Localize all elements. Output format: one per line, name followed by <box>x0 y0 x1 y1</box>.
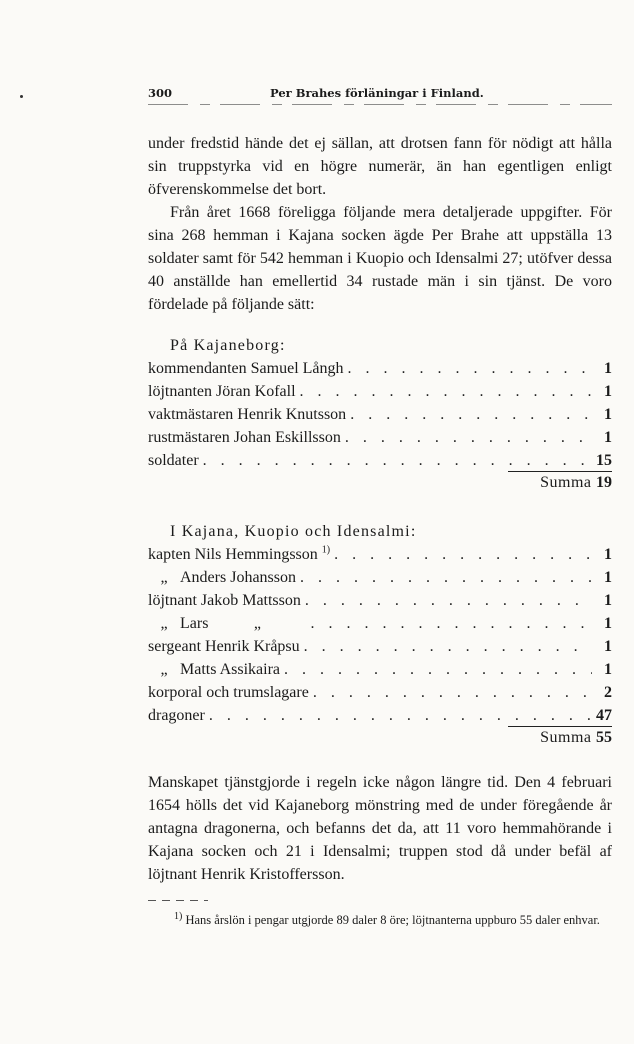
roster-name-text: Anders Johansson <box>180 569 296 586</box>
leader-dots <box>350 403 592 426</box>
leader-dots <box>305 589 592 612</box>
leader-dots <box>348 357 592 380</box>
running-title: Per Brahes förläningar i Finland. <box>270 86 484 100</box>
sum-value: 19 <box>596 474 612 491</box>
roster-row <box>148 357 612 380</box>
sum-kajana-kuopio-idensalmi <box>148 727 612 749</box>
ditto-mark: „ <box>160 615 168 632</box>
roster-name <box>148 543 330 566</box>
roster-row <box>148 612 612 635</box>
roster-row <box>148 403 612 426</box>
roster-row <box>148 426 612 449</box>
footnote <box>148 911 612 929</box>
roster-count: 1 <box>604 638 612 655</box>
roster-count: 1 <box>604 383 612 400</box>
section-heading-kajana-kuopio-idensalmi: I Kajana, Kuopio och Idensalmi: <box>170 523 417 540</box>
roster-row <box>148 704 612 727</box>
roster-count: 47 <box>596 707 612 724</box>
intro-paragraph-2 <box>148 201 612 316</box>
closing-paragraph <box>148 771 612 886</box>
section-heading-kajaneborg: På Kajaneborg: <box>170 337 286 354</box>
roster-count: 1 <box>604 569 612 586</box>
leader-dots <box>304 635 592 658</box>
roster-name <box>148 612 306 635</box>
roster-row <box>148 681 612 704</box>
leader-dots <box>203 449 592 472</box>
running-header <box>148 86 612 106</box>
intro-paragraph-1 <box>148 132 612 201</box>
ditto-mark: „ <box>160 661 168 678</box>
leader-dots <box>284 658 592 681</box>
roster-name-text: Lars <box>180 615 209 632</box>
roster-kajana-kuopio-idensalmi <box>148 543 612 727</box>
leader-dots <box>209 704 592 727</box>
intro-text-1: under fredstid hände det ej sällan, att drotsen fann för nödigt att hålla sin truppstyrka vid en högre numerär, än han egentligen enligt öfverenskommelse det bort. <box>148 135 612 198</box>
leader-dots <box>313 681 592 704</box>
roster-name: kommendanten Samuel Långh <box>148 360 344 377</box>
sum-label: Summa <box>540 729 592 746</box>
roster-count: 1 <box>604 592 612 609</box>
roster-row <box>148 380 612 403</box>
intro-text-2: Från året 1668 föreligga följande mera detaljerade uppgifter. För sina 268 hemman i Kajana socken ägde Per Brahe att uppställa 13 soldater samt för 542 hemman i Kuopio och Idensalmi 27; utöfver dessa 40 anställde han emellertid 34 rustade män i sin tjänst. De voro fördelade på följande sätt: <box>148 204 612 313</box>
roster-name: löjtnant Jakob Mattsson <box>148 592 301 609</box>
roster-kajaneborg <box>148 357 612 472</box>
leader-dots <box>300 380 592 403</box>
footnote-rule <box>148 900 208 901</box>
roster-row <box>148 543 612 566</box>
header-rule <box>148 104 612 105</box>
footnote-text: Hans årslön i pengar utgjorde 89 daler 8 öre; löjtnanterna uppburo 55 daler enhvar. <box>185 913 600 927</box>
leader-dots <box>334 543 592 566</box>
roster-name-text: Matts Assikaira <box>180 661 280 678</box>
closing-text: Manskapet tjänstgjorde i regeln icke någon längre tid. Den 4 februari 1654 hölls det vid Kajaneborg mönstring med de under föregående år antagna dragonerna, och befanns det da, att 11 voro hemmahörande i Kajana socken och 21 i Idensalmi; truppen stod då under befäl af löjtnant Henrik Kristoffersson. <box>148 774 612 883</box>
roster-count: 1 <box>604 429 612 446</box>
roster-name: rustmästaren Johan Eskillsson <box>148 429 341 446</box>
roster-count: 1 <box>604 615 612 632</box>
roster-count: 1 <box>604 406 612 423</box>
roster-row <box>148 658 612 681</box>
roster-name: dragoner <box>148 707 205 724</box>
ditto-mark: „ <box>253 615 261 632</box>
ditto-mark: „ <box>160 569 168 586</box>
leader-dots <box>345 426 592 449</box>
footnote-ref: 1) <box>321 544 331 556</box>
leader-dots <box>300 566 592 589</box>
roster-count: 2 <box>604 684 612 701</box>
sum-label: Summa <box>540 474 592 491</box>
roster-name-text: kapten Nils Hemmingsson <box>148 546 318 563</box>
roster-count: 1 <box>604 546 612 563</box>
sum-kajaneborg <box>148 472 612 494</box>
roster-name <box>148 566 296 589</box>
roster-name: vaktmästaren Henrik Knutsson <box>148 406 347 423</box>
roster-name: soldater <box>148 452 199 469</box>
stray-mark <box>20 95 23 98</box>
roster-row <box>148 589 612 612</box>
roster-name <box>148 658 280 681</box>
roster-count: 1 <box>604 661 612 678</box>
roster-name: löjtnanten Jöran Kofall <box>148 383 296 400</box>
roster-name: sergeant Henrik Kråpsu <box>148 638 300 655</box>
roster-name: korporal och trumslagare <box>148 684 309 701</box>
roster-row <box>148 566 612 589</box>
page-number: 300 <box>148 86 173 100</box>
book-page <box>148 86 612 929</box>
roster-row <box>148 449 612 472</box>
leader-dots <box>310 612 592 635</box>
roster-count: 1 <box>604 360 612 377</box>
sum-value: 55 <box>596 729 612 746</box>
roster-count: 15 <box>596 452 612 469</box>
roster-row <box>148 635 612 658</box>
footnote-marker: 1) <box>174 910 183 922</box>
